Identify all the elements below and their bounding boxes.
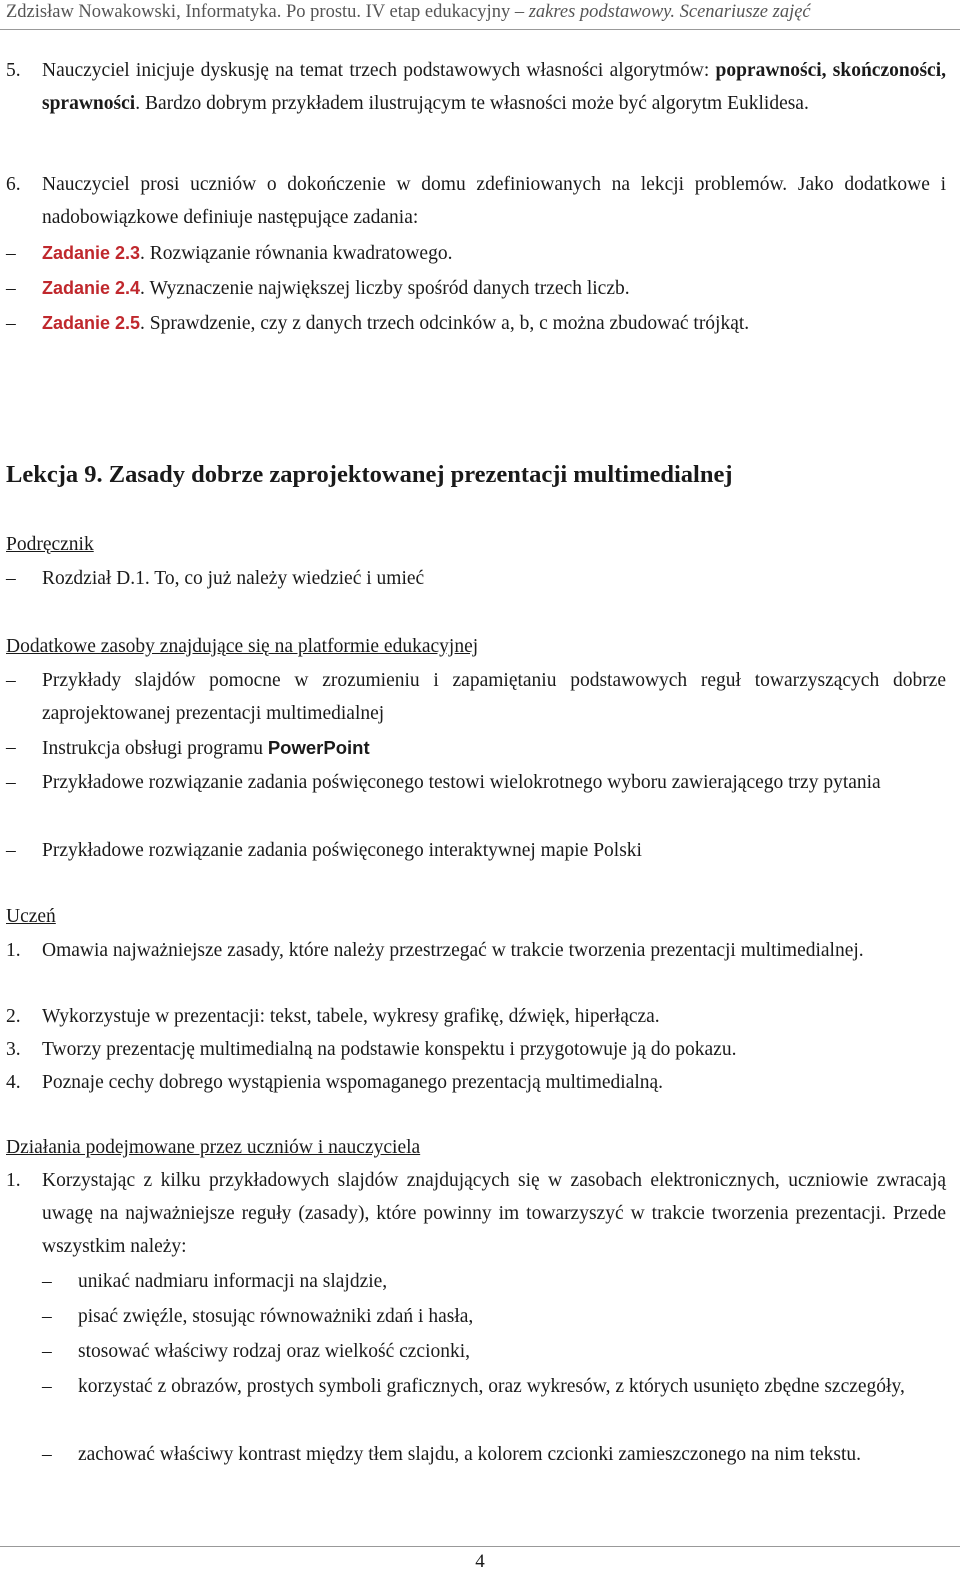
resource-item-text-part: Instrukcja obsługi programu [42,738,268,759]
rule-text: pisać zwięźle, stosując równoważniki zdań i hasła, [78,1306,474,1327]
powerpoint-name: PowerPoint [267,737,370,758]
rule-item [42,1438,946,1504]
item-number: 5. [6,60,21,81]
dash-bullet: – [6,278,16,299]
item-number: 6. [6,174,21,195]
item-number: 4. [6,1072,21,1093]
resource-item [6,664,946,730]
resource-item [6,766,946,832]
resource-item-text: Przykładowe rozwiązanie zadania poświęconego interaktywnej mapie Polski [42,840,642,861]
task-label: Zadanie 2.4 [42,278,141,298]
student-item-text: Wykorzystuje w prezentacji: tekst, tabele, wykresy grafikę, dźwięk, hiperłącza. [42,1006,660,1027]
list-item [6,168,946,234]
dash-bullet: – [6,568,16,589]
running-header-italic: zakres podstawowy. Scenariusze zajęć [528,2,811,22]
item-number: 1. [6,1170,21,1191]
task-text [42,272,946,305]
dash-bullet: – [42,1306,52,1327]
rule-item [42,1370,946,1436]
page-number: 4 [475,1551,485,1572]
rule-text: stosować właściwy rodzaj oraz wielkość czcionki, [78,1341,471,1362]
section-heading-resources: Dodatkowe zasoby znajdujące się na platformie edukacyjnej [6,636,479,657]
item-number: 1. [6,940,21,961]
dash-bullet: – [6,243,16,264]
student-item [6,934,946,1000]
task-label: Zadanie 2.3 [42,243,141,263]
lesson-title: Lekcja 9. Zasady dobrze zaprojektowanej prezentacji multimedialnej [6,461,733,488]
activity-item-text: Korzystając z kilku przykładowych slajdów znajdujących się w zasobach elektronicznych, uczniowie zwracają uwagę na najważniejsze reguły (zasady), które powinny im towarzyszyć w trakcie tworzenia prezentacji. Przede wszystkim należy: [42,1170,946,1257]
header-rule [0,29,960,30]
item-number: 3. [6,1039,21,1060]
dash-bullet: – [6,313,16,334]
resource-item-text [42,731,946,765]
item-text: Nauczyciel prosi uczniów o dokończenie w domu zdefiniowanych na lekcji problemów. Jako dodatkowe i nadobowiązkowe definiuje następujące zadania: [42,174,946,228]
task-label: Zadanie 2.5 [42,313,141,333]
task-description: . Wyznaczenie największej liczby spośród danych trzech liczb. [140,278,630,299]
task-text [42,307,946,340]
handbook-item-text: Rozdział D.1. To, co już należy wiedzieć i umieć [42,568,425,589]
dash-bullet: – [6,772,16,793]
item-text-part: Nauczyciel inicjuje dyskusję na temat trzech podstawowych własności algorytmów: [42,60,716,81]
task-description: . Rozwiązanie równania kwadratowego. [140,243,453,264]
item-text [42,54,946,120]
section-heading-handbook: Podręcznik [6,534,94,555]
footer-rule [0,1546,960,1547]
task-description: . Sprawdzenie, czy z danych trzech odcinków a, b, c można zbudować trójkąt. [140,313,750,334]
rule-text: korzystać z obrazów, prostych symboli graficznych, oraz wykresów, z których usunięto zbędne szczegóły, [78,1376,905,1397]
running-header-text: Zdzisław Nowakowski, Informatyka. Po prostu. IV etap edukacyjny – [6,2,529,22]
dash-bullet: – [6,670,16,691]
student-item-text: Omawia najważniejsze zasady, które należy przestrzegać w trakcie tworzenia prezentacji multimedialnej. [42,940,864,961]
section-heading-activities: Działania podejmowane przez uczniów i nauczyciela [6,1137,421,1158]
item-text-bold: poprawności, skończoności, sprawności [42,60,947,114]
running-header [6,2,946,23]
dash-bullet: – [6,840,16,861]
resource-item-text: Przykłady slajdów pomocne w zrozumieniu i zapamiętaniu podstawowych reguł towarzyszących dobrze zaprojektowanej prezentacji multimedialnej [42,670,946,724]
resource-item-text: Przykładowe rozwiązanie zadania poświęconego testowi wielokrotnego wyboru zawierającego trzy pytania [42,772,881,793]
dash-bullet: – [42,1444,52,1465]
activity-item [6,1164,946,1263]
student-item-text: Poznaje cechy dobrego wystąpienia wspomaganego prezentacją multimedialną. [42,1072,664,1093]
list-item [6,54,946,153]
item-text-part: . Bardzo dobrym przykładem ilustrującym te własności może być algorytm Euklidesa. [135,93,809,114]
dash-bullet: – [42,1271,52,1292]
dash-bullet: – [6,737,16,758]
dash-bullet: – [42,1376,52,1397]
rule-text: unikać nadmiaru informacji na slajdzie, [78,1271,388,1292]
task-text [42,237,946,270]
student-item-text: Tworzy prezentację multimedialną na podstawie konspektu i przygotowuje ją do pokazu. [42,1039,737,1060]
section-heading-student: Uczeń [6,906,56,927]
item-number: 2. [6,1006,21,1027]
task-item [6,307,946,373]
dash-bullet: – [42,1341,52,1362]
rule-text: zachować właściwy kontrast między tłem slajdu, a kolorem czcionki zamieszczonego na nim tekstu. [78,1444,861,1465]
